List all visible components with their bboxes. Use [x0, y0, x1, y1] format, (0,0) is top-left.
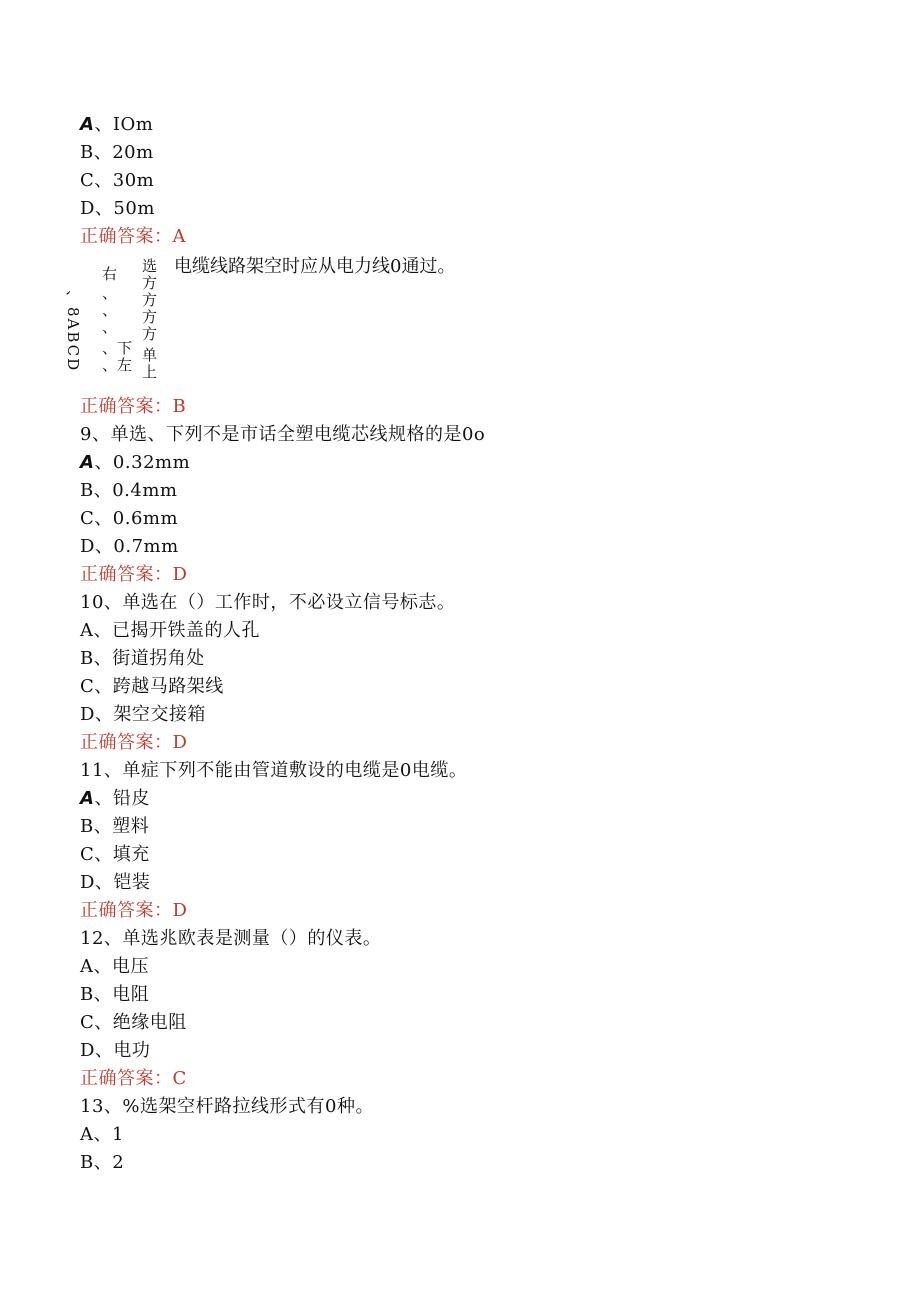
q13-option-b: B、2	[80, 1152, 125, 1173]
q8-garbled-right-column	[142, 258, 157, 381]
q9-option-a	[80, 452, 190, 474]
q12-answer: 正确答案：C	[80, 1068, 187, 1089]
q8-garbled-right-0: 选	[142, 257, 158, 275]
q9-option-b: B、0.4mm	[80, 480, 178, 501]
q10-title: 10、单选在（）工作时，不必设立信号标志。	[80, 592, 456, 613]
q8-garbled-mid-2: 、	[102, 301, 118, 319]
q10-answer: 正确答案：D	[80, 732, 188, 753]
q8-garbled-sideways-text: 、8ABCD	[64, 290, 82, 373]
q11-option-a	[80, 788, 150, 810]
q12-option-c: C、绝缘电阻	[80, 1012, 187, 1033]
q13-title: 13、%选架空杆路拉线形式有0种。	[80, 1096, 374, 1117]
q8-garbled-right-6: 上	[142, 363, 158, 381]
q8-garbled-mid-5: 、左	[102, 356, 133, 374]
q11-option-c: C、填充	[80, 844, 150, 865]
q9-option-c: C、0.6mm	[80, 508, 179, 529]
q8-garbled-right-4: 方	[142, 325, 158, 343]
q10-option-b: B、街道拐角处	[80, 648, 205, 669]
q12-option-b: B、电阻	[80, 984, 150, 1005]
q8-garbled-right-5: 单	[142, 346, 158, 364]
q10-option-c: C、跨越马路架线	[80, 676, 224, 697]
q9-option-a-text: 、0.32mm	[94, 452, 191, 473]
q8-garbled-right-2: 方	[142, 291, 158, 309]
q9-option-d: D、0.7mm	[80, 536, 179, 557]
q9-answer: 正确答案：D	[80, 564, 188, 585]
q13-option-a: A、1	[80, 1124, 124, 1145]
q8-garbled-mid-1: 、	[102, 284, 118, 302]
q8-answer: 正确答案：B	[80, 396, 187, 417]
q12-title: 12、单选兆欧表是测量（）的仪表。	[80, 928, 382, 949]
q10-option-a: A、已揭开铁盖的人孔	[80, 620, 260, 641]
q11-option-d: D、铠装	[80, 872, 151, 893]
q7-option-c: C、30m	[80, 170, 155, 191]
q11-option-b: B、塑料	[80, 816, 150, 837]
q8-title: 电缆线路架空时应从电力线0通过。	[174, 256, 456, 277]
q7-option-b: B、20m	[80, 142, 154, 163]
q7-answer: 正确答案：A	[80, 226, 186, 247]
q10-option-d: D、架空交接箱	[80, 704, 206, 725]
q11-option-a-letter: A	[80, 788, 95, 809]
q8-garbled-mid-4: 、下	[102, 339, 133, 357]
q9-option-a-letter: A	[80, 452, 95, 473]
q7-option-a-letter: A	[80, 114, 95, 135]
q7-option-d: D、50m	[80, 198, 155, 219]
q8-garbled-mid-3: 、	[102, 318, 118, 336]
q12-option-a: A、电压	[80, 956, 149, 977]
q8-garbled-middle-column	[102, 266, 132, 374]
q9-title: 9、单选、下列不是市话全塑电缆芯线规格的是0o	[80, 424, 486, 445]
q11-option-a-text: 、铅皮	[94, 788, 150, 809]
q11-answer: 正确答案：D	[80, 900, 188, 921]
q12-option-d: D、电功	[80, 1040, 151, 1061]
q11-title: 11、单症下列不能由管道敷设的电缆是0电缆。	[80, 760, 468, 781]
q7-option-a-text: 、IOm	[94, 114, 154, 135]
q8-garbled-right-1: 方	[142, 274, 158, 292]
q7-option-a	[80, 114, 153, 136]
q8-garbled-mid-0: 右	[102, 265, 118, 283]
q8-garbled-right-3: 方	[142, 308, 158, 326]
